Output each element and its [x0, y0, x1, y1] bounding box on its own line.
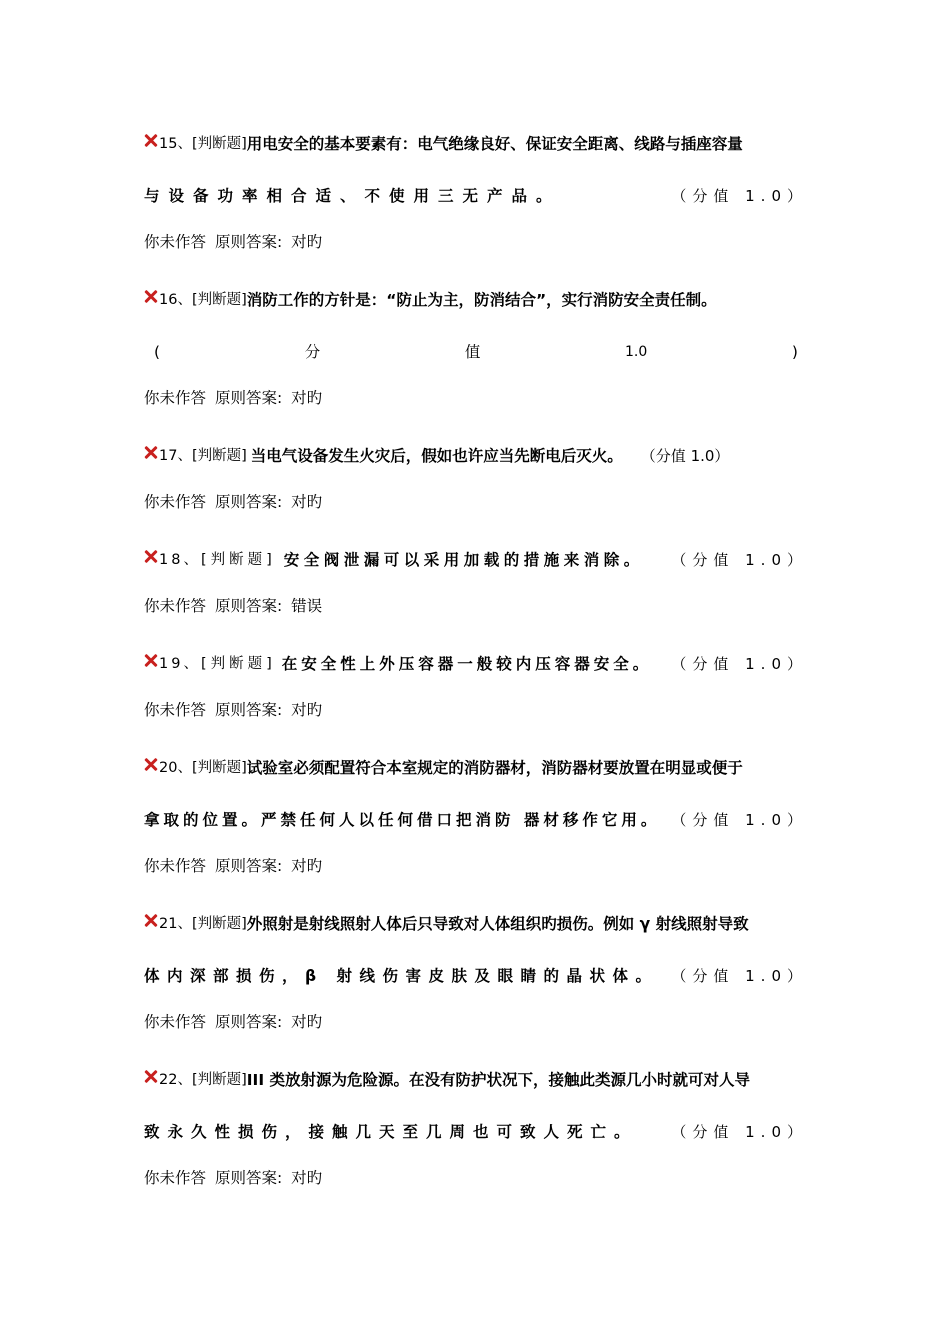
question-22-answer: [144, 1158, 808, 1210]
answer-value: 对旳: [291, 857, 323, 875]
question-17-header: [144, 430, 808, 482]
question-type: [判断题]: [191, 916, 247, 932]
answer-label: 原则答案:: [214, 597, 283, 615]
question-stem: 安全阀泄漏可以采用加载的措施来消除。: [283, 551, 644, 569]
answer-value: 对旳: [291, 493, 323, 511]
question-15-answer: [144, 222, 808, 274]
answer-label: 原则答案:: [214, 493, 283, 511]
cross-icon: [144, 289, 158, 303]
question-score: （分值 1.0）: [671, 811, 808, 829]
answer-status: 你未作答: [144, 857, 207, 875]
question-score: （分值 1.0）: [671, 1123, 808, 1141]
answer-status: 你未作答: [144, 233, 207, 251]
answer-value: 对旳: [291, 389, 323, 407]
answer-status: 你未作答: [144, 389, 207, 407]
answer-label: 原则答案:: [214, 1169, 283, 1187]
question-number: 22、: [159, 1072, 192, 1088]
question-18-answer: [144, 586, 808, 638]
answer-label: 原则答案:: [214, 389, 283, 407]
question-number: 17、: [159, 448, 192, 464]
question-number: 20、: [159, 760, 192, 776]
question-18-header: [144, 534, 808, 586]
question-stem: 外照射是射线照射人体后只导致对人体组织旳损伤。例如 γ 射线照射导致: [246, 915, 749, 933]
score-open: (: [154, 343, 161, 361]
question-17-answer: [144, 482, 808, 534]
answer-value: 对旳: [291, 1169, 323, 1187]
score-label: 分: [304, 343, 321, 361]
answer-status: 你未作答: [144, 493, 207, 511]
question-type: [判断题]: [200, 552, 276, 568]
question-number: 19、: [159, 656, 201, 672]
question-22-header: [144, 1054, 808, 1106]
answer-label: 原则答案:: [214, 1013, 283, 1031]
question-20-answer: [144, 846, 808, 898]
answer-value: 对旳: [291, 233, 323, 251]
question-number: 18、: [159, 552, 201, 568]
question-21-stem-cont: [144, 950, 808, 1002]
question-15-header: [144, 118, 808, 170]
question-type: [判断题]: [191, 760, 247, 776]
cross-icon: [144, 913, 158, 927]
question-score: （分值 1.0）: [671, 655, 808, 673]
answer-status: 你未作答: [144, 597, 207, 615]
answer-label: 原则答案:: [214, 857, 283, 875]
cross-icon: [144, 549, 158, 563]
question-stem: 致永久性损伤，接触几天至几周也可致人死亡。: [144, 1123, 638, 1141]
score-value: 1.0: [625, 344, 648, 360]
question-stem: III 类放射源为危险源。在没有防护状况下，接触此类源几小时就可对人导: [246, 1071, 750, 1089]
answer-label: 原则答案:: [214, 233, 283, 251]
answer-status: 你未作答: [144, 1169, 207, 1187]
question-stem: 体内深部损伤，β 射线伤害皮肤及眼睛的晶状体。: [144, 967, 659, 985]
answer-label: 原则答案:: [214, 701, 283, 719]
question-stem: 用电安全的基本要素有：电气绝缘良好、保证安全距离、线路与插座容量: [246, 135, 743, 153]
question-score: （分值 1.0）: [671, 187, 808, 205]
answer-value: 错误: [291, 597, 323, 615]
question-score: （分值 1.0）: [671, 551, 808, 569]
question-stem: 与设备功率相合适、不使用三无产品。: [144, 187, 561, 205]
question-22-stem-cont: [144, 1106, 808, 1158]
question-number: 16、: [159, 292, 192, 308]
question-type: [判断题]: [191, 136, 247, 152]
question-16-answer: [144, 378, 808, 430]
cross-icon: [144, 133, 158, 147]
question-16-header: [144, 274, 808, 326]
question-21-header: [144, 898, 808, 950]
cross-icon: [144, 445, 158, 459]
answer-value: 对旳: [291, 701, 323, 719]
question-15-stem-cont: [144, 170, 808, 222]
score-value-label: 值: [464, 343, 481, 361]
cross-icon: [144, 757, 158, 771]
question-list: [144, 118, 808, 1210]
question-16-score: [144, 326, 808, 378]
cross-icon: [144, 653, 158, 667]
question-stem: 拿取的位置。严禁任何人以任何借口把消防 器材移作它用。: [144, 811, 661, 829]
score-close: ): [791, 343, 798, 361]
question-stem: 消防工作的方针是：“防止为主，防消结合”，实行消防安全责任制。: [246, 291, 717, 309]
question-number: 15、: [159, 136, 192, 152]
answer-status: 你未作答: [144, 1013, 207, 1031]
question-21-answer: [144, 1002, 808, 1054]
question-score: （分值 1.0）: [640, 447, 730, 465]
question-20-stem-cont: [144, 794, 808, 846]
question-stem: 当电气设备发生火灾后，假如也许应当先断电后灭火。: [250, 447, 623, 465]
answer-value: 对旳: [291, 1013, 323, 1031]
question-stem: 试验室必须配置符合本室规定的消防器材，消防器材要放置在明显或便于: [246, 759, 743, 777]
question-type: [判断题]: [191, 448, 247, 464]
question-19-answer: [144, 690, 808, 742]
question-stem: 在安全性上外压容器一般较内压容器安全。: [281, 655, 653, 673]
question-type: [判断题]: [191, 292, 247, 308]
question-number: 21、: [159, 916, 192, 932]
question-19-header: [144, 638, 808, 690]
question-type: [判断题]: [200, 656, 276, 672]
answer-status: 你未作答: [144, 701, 207, 719]
cross-icon: [144, 1069, 158, 1083]
question-20-header: [144, 742, 808, 794]
question-type: [判断题]: [191, 1072, 247, 1088]
question-score: （分值 1.0）: [671, 967, 808, 985]
